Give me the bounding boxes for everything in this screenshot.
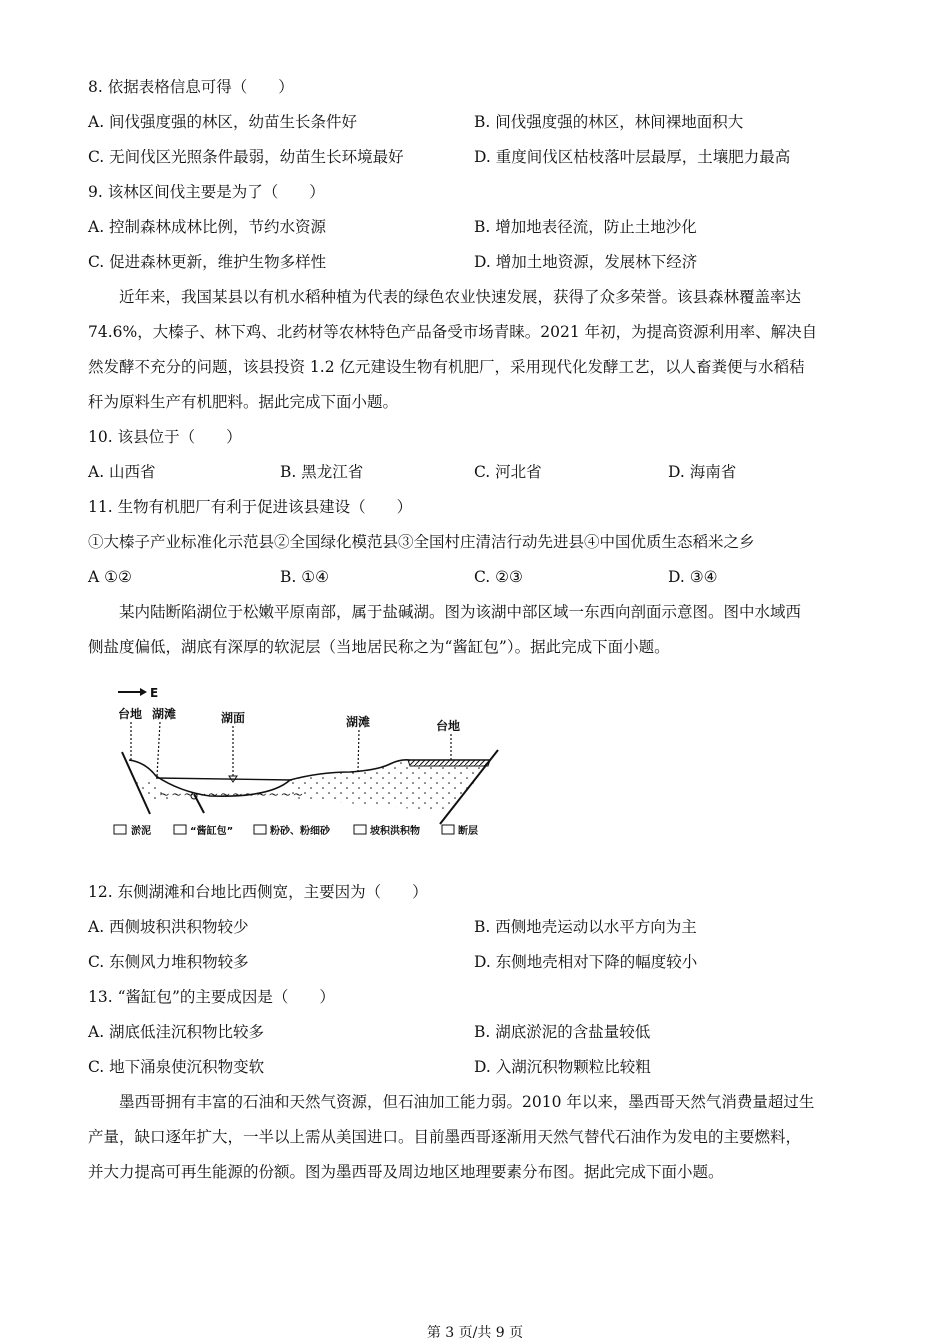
q9-option-d[interactable]: D. 增加土地资源，发展林下经济: [474, 253, 698, 271]
legend-jianggangbao: “酱缸包”: [190, 826, 234, 837]
q8-option-d[interactable]: D. 重度间伐区枯枝落叶层最厚，土壤肥力最高: [474, 148, 791, 166]
q13-stem: 13. “酱缸包”的主要成因是（ ）: [88, 988, 335, 1006]
legend-fault: 断层: [458, 826, 478, 837]
q9-option-b[interactable]: B. 增加地表径流，防止土地沙化: [474, 218, 697, 236]
questions-8-11: [88, 70, 868, 665]
q12-option-a[interactable]: A. 西侧坡积洪积物较少: [88, 918, 249, 936]
q8-stem: 8. 依据表格信息可得（ ）: [88, 78, 294, 96]
questions-12-13: [88, 875, 868, 1190]
legend-colluvial: 坡积洪积物: [370, 826, 420, 837]
q10-stem: 10. 该县位于（ ）: [88, 428, 242, 446]
q13-option-a[interactable]: A. 湖底低洼沉积物比较多: [88, 1023, 265, 1041]
label-tan-east: 湖滩: [346, 715, 371, 729]
lake-cross-section-diagram: [110, 680, 510, 860]
passage-2-line: 侧盐度偏低，湖底有深厚的软泥层（当地居民称之为“酱缸包”）。据此完成下面小题。: [88, 638, 670, 656]
q8-option-c[interactable]: C. 无间伐区光照条件最弱，幼苗生长环境最好: [88, 148, 404, 166]
page-footer: 第 3 页/共 9 页: [426, 1325, 524, 1341]
direction-label: E: [150, 686, 159, 700]
q13-option-d[interactable]: D. 入湖沉积物颗粒比较粗: [474, 1058, 651, 1076]
q9-option-c[interactable]: C. 促进森林更新，维护生物多样性: [88, 253, 327, 271]
q11-stem: 11. 生物有机肥厂有利于促进该县建设（ ）: [88, 498, 413, 516]
q9-option-a[interactable]: A. 控制森林成林比例，节约水资源: [88, 218, 327, 236]
label-tai-west: 台地: [118, 707, 143, 721]
q12-option-d[interactable]: D. 东侧地壳相对下降的幅度较小: [474, 953, 698, 971]
q13-option-c[interactable]: C. 地下涌泉使沉积物变软: [88, 1058, 265, 1076]
label-tan-west: 湖滩: [152, 707, 177, 721]
q10-option-a[interactable]: A. 山西省: [88, 463, 156, 481]
q12-option-c[interactable]: C. 东侧风力堆积物较多: [88, 953, 249, 971]
passage-1-line: 74.6%，大榛子、林下鸡、北药材等农林特色产品备受市场青睐。2021 年初，为提高资源利用率、解决自: [88, 323, 818, 341]
q9-stem: 9. 该林区间伐主要是为了（ ）: [88, 183, 325, 201]
passage-2-line: 某内陆断陷湖位于松嫩平原南部，属于盐碱湖。图为该湖中部区域一东西向剖面示意图。图中水域西: [119, 603, 802, 621]
svg-text:～ ～ ～ ～ ～ ～ ～ ～ ～ ～ ～ ～: ～ ～ ～ ～ ～ ～ ～ ～ ～ ～ ～ ～: [160, 791, 303, 801]
q11-option-b[interactable]: B. ①④: [280, 568, 330, 586]
q8-option-b[interactable]: B. 间伐强度强的林区，林间裸地面积大: [474, 113, 744, 131]
passage-1-line: 秆为原料生产有机肥料。据此完成下面小题。: [88, 393, 399, 411]
q10-option-d[interactable]: D. 海南省: [668, 463, 737, 481]
label-lake: 湖面: [221, 711, 246, 725]
q12-stem: 12. 东侧湖滩和台地比西侧宽，主要因为（ ）: [88, 883, 428, 901]
passage-1-line: 近年来，我国某县以有机水稻种植为代表的绿色农业快速发展，获得了众多荣誉。该县森林覆盖率达: [119, 288, 802, 306]
passage-1-line: 然发酵不充分的问题，该县投资 1.2 亿元建设生物有机肥厂，采用现代化发酵工艺，以人畜粪便与水稻秸: [88, 358, 805, 376]
passage-3-line: 并大力提高可再生能源的份额。图为墨西哥及周边地区地理要素分布图。据此完成下面小题。: [88, 1163, 724, 1181]
q11-option-a[interactable]: A ①②: [88, 568, 132, 586]
passage-3-line: 产量，缺口逐年扩大，一半以上需从美国进口。目前墨西哥逐渐用天然气替代石油作为发电的主要燃料，: [88, 1128, 802, 1146]
passage-3-line: 墨西哥拥有丰富的石油和天然气资源，但石油加工能力弱。2010 年以来，墨西哥天然气消费量超过生: [119, 1093, 815, 1111]
legend-silt-sand: 粉砂、粉细砂: [270, 826, 330, 837]
q8-option-a[interactable]: A. 间伐强度强的林区，幼苗生长条件好: [88, 113, 358, 131]
q13-option-b[interactable]: B. 湖底淤泥的含盐量较低: [474, 1023, 651, 1041]
q12-option-b[interactable]: B. 西侧地壳运动以水平方向为主: [474, 918, 697, 936]
q11-items: ①大榛子产业标准化示范县②全国绿化模范县③全国村庄清洁行动先进县④中国优质生态稻米之乡: [88, 533, 755, 551]
q10-option-c[interactable]: C. 河北省: [474, 463, 542, 481]
q10-option-b[interactable]: B. 黑龙江省: [280, 463, 364, 481]
q11-option-c[interactable]: C. ②③: [474, 568, 523, 586]
label-tai-east: 台地: [436, 719, 461, 733]
legend-silt: 淤泥: [131, 826, 151, 837]
q11-option-d[interactable]: D. ③④: [668, 568, 718, 586]
